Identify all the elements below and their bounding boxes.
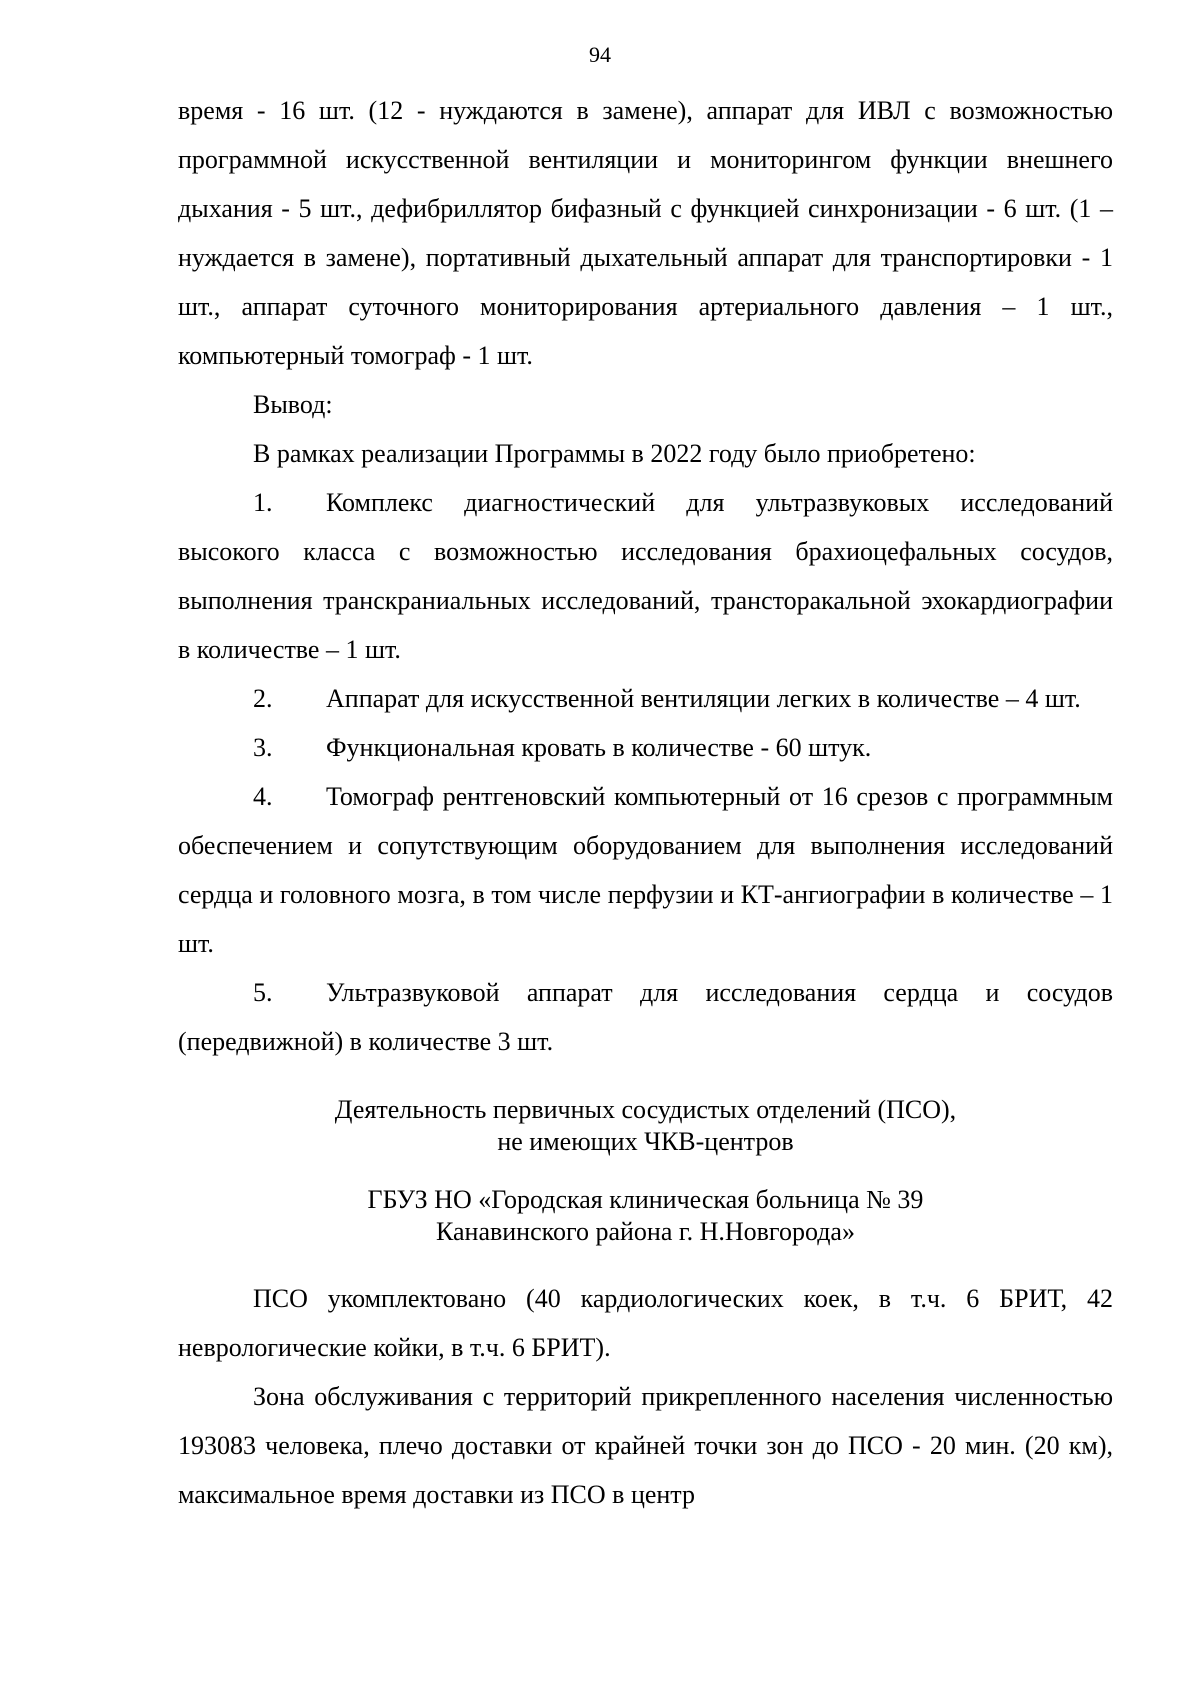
- section-heading: [178, 1094, 1113, 1158]
- purchase-item-number: 5.: [253, 978, 273, 1007]
- purchase-item: [178, 772, 1113, 968]
- purchase-item-number: 3.: [253, 733, 273, 762]
- hospital-heading: [178, 1184, 1113, 1248]
- conclusion-label: Вывод:: [253, 390, 333, 419]
- hospital-heading-line: ГБУЗ НО «Городская клиническая больница № 39: [367, 1185, 924, 1214]
- purchase-item-text: Ультразвуковой аппарат для исследования сердца и сосудов (передвижной) в количестве 3 шт.: [178, 978, 1113, 1056]
- document-body: [178, 86, 1113, 1519]
- purchase-item: [178, 478, 1113, 674]
- spacer: [178, 1158, 1113, 1184]
- conclusion-intro: В рамках реализации Программы в 2022 году было приобретено:: [253, 439, 976, 468]
- section-heading-line: не имеющих ЧКВ-центров: [497, 1127, 794, 1156]
- section-heading-line: Деятельность первичных сосудистых отделений (ПСО),: [334, 1095, 957, 1124]
- purchase-item-text: Функциональная кровать в количестве - 60 штук.: [326, 733, 872, 762]
- hospital-heading-line: Канавинского района г. Н.Новгорода»: [436, 1217, 855, 1246]
- purchase-item-text: Аппарат для искусственной вентиляции легких в количестве – 4 шт.: [326, 684, 1081, 713]
- service-zone-paragraph: Зона обслуживания с территорий прикрепленного населения численностью 193083 человека, плечо доставки от крайней точки зон до ПСО - 20 мин. (20 км), максимальное время доставки из ПСО в центр: [178, 1382, 1113, 1509]
- purchase-item-number: 2.: [253, 684, 273, 713]
- staffing-paragraph: ПСО укомплектовано (40 кардиологических коек, в т.ч. 6 БРИТ, 42 неврологические койки, в т.ч. 6 БРИТ).: [178, 1284, 1113, 1362]
- purchase-item-text: Комплекс диагностический для ультразвуковых исследований высокого класса с возможностью исследования брахиоцефальных сосудов, выполнения транскраниальных исследований, трансторакальной эхокардиографии в количестве – 1 шт.: [178, 488, 1113, 664]
- purchase-item: [178, 723, 1113, 772]
- purchase-item-number: 1.: [253, 488, 273, 517]
- purchase-item-number: 4.: [253, 782, 273, 811]
- purchase-item: [178, 674, 1113, 723]
- opening-paragraph: время - 16 шт. (12 - нуждаются в замене), аппарат для ИВЛ с возможностью программной искусственной вентиляции и мониторингом функции внешнего дыхания - 5 шт., дефибриллятор бифазный с функцией синхронизации - 6 шт. (1 – нуждается в замене), портативный дыхательный аппарат для транспортировки - 1 шт., аппарат суточного мониторирования артериального давления – 1 шт., компьютерный томограф - 1 шт.: [178, 96, 1113, 370]
- spacer: [178, 1066, 1113, 1094]
- spacer: [178, 1248, 1113, 1274]
- purchase-item-text: Томограф рентгеновский компьютерный от 16 срезов с программным обеспечением и сопутствующим оборудованием для выполнения исследований сердца и головного мозга, в том числе перфузии и КТ-ангиографии в количестве – 1 шт.: [178, 782, 1113, 958]
- page-number: 94: [589, 42, 611, 67]
- purchase-item: [178, 968, 1113, 1066]
